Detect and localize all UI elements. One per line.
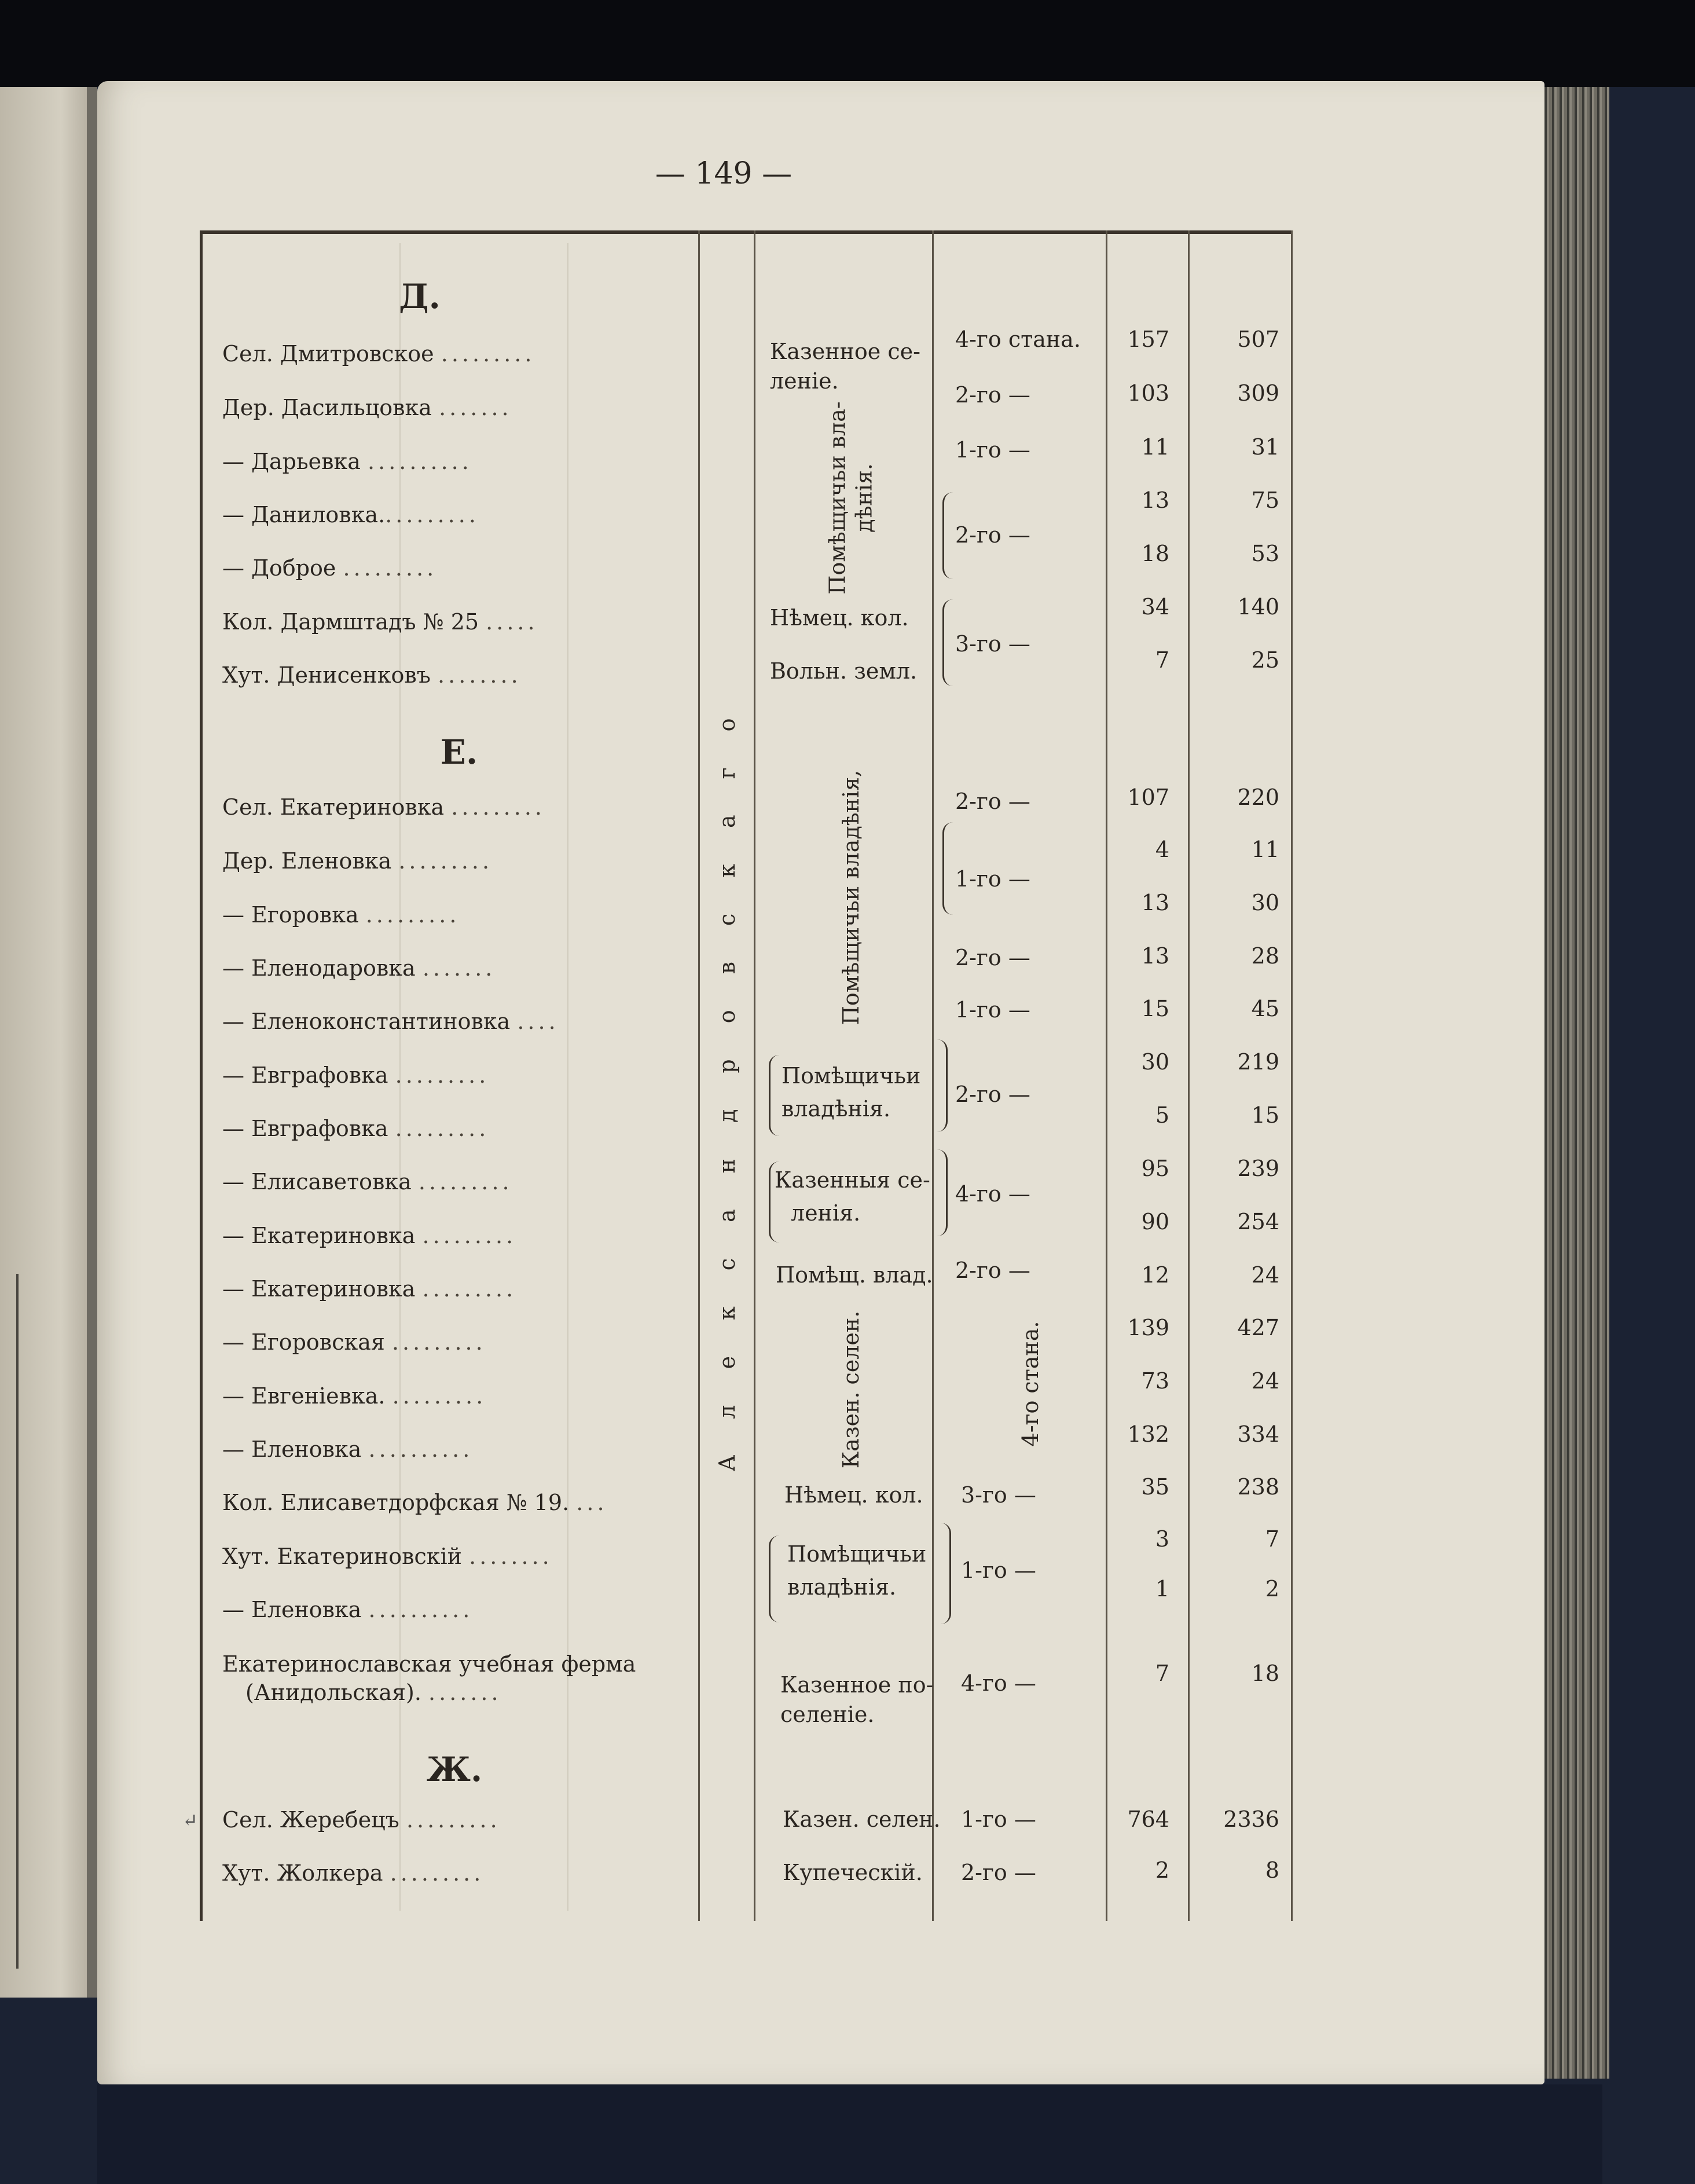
list-item: Кол. Елисаветдорфская № 19. ... (222, 1490, 608, 1515)
count-houses: 30 (1141, 1049, 1169, 1075)
count-houses: 1 (1155, 1576, 1169, 1602)
list-item: — Еленоконстантиновка .... (222, 1009, 559, 1034)
count-houses: 103 (1127, 380, 1169, 406)
stan-cell: 2-го — (955, 1082, 1030, 1107)
stan-cell-vertical: 4-го стана. (1018, 1321, 1043, 1447)
stan-cell: 4-го стана. (955, 327, 1081, 352)
type-cell-vertical: Казен. селен. (838, 1310, 864, 1469)
list-item: — Еленовка .......... (222, 1437, 474, 1462)
count-inhabitants: 45 (1251, 996, 1279, 1021)
type-cell: Казен. селен. (783, 1806, 941, 1832)
count-inhabitants: 140 (1237, 594, 1279, 620)
count-houses: 11 (1141, 434, 1169, 460)
type-cell: Нѣмец. кол. (784, 1482, 923, 1508)
brace (937, 1039, 948, 1132)
count-houses: 13 (1141, 890, 1169, 915)
stan-cell: 1-го — (961, 1558, 1036, 1583)
list-item: — Евграфовка ......... (222, 1116, 490, 1141)
district-label: Александровскаго (714, 682, 740, 1472)
count-houses: 18 (1141, 541, 1169, 566)
count-houses: 5 (1155, 1102, 1169, 1128)
stan-cell: 2-го — (955, 522, 1030, 548)
table-top-rule (200, 230, 1293, 234)
list-item: Хут. Жолкера ......... (222, 1860, 485, 1886)
list-item: Кол. Дармштадъ № 25 ..... (222, 609, 538, 635)
count-houses: 3 (1155, 1526, 1169, 1552)
stan-cell: 2-го — (955, 382, 1030, 408)
list-item: — Еленодаровка ....... (222, 955, 496, 981)
list-item: — Екатериновка ......... (222, 1223, 517, 1248)
brace (769, 1055, 780, 1136)
count-inhabitants: 25 (1251, 647, 1279, 673)
stan-cell: 1-го — (955, 437, 1030, 463)
count-houses: 2 (1155, 1857, 1169, 1883)
type-cell-vertical: Помѣщичьи вла- дѣнія. (824, 401, 876, 595)
type-cell: Казенныя се- ленія. (775, 1167, 930, 1226)
count-inhabitants: 2336 (1223, 1806, 1279, 1832)
count-inhabitants: 18 (1251, 1661, 1279, 1686)
type-cell: Казенное се- леніе. (770, 339, 920, 394)
count-inhabitants: 239 (1237, 1156, 1279, 1181)
count-houses: 764 (1127, 1806, 1169, 1832)
stan-cell: 3-го — (955, 631, 1030, 657)
type-cell: Помѣщ. влад. (776, 1262, 933, 1288)
count-inhabitants: 238 (1237, 1474, 1279, 1500)
count-inhabitants: 53 (1251, 541, 1279, 566)
count-inhabitants: 11 (1251, 837, 1279, 862)
count-inhabitants: 334 (1237, 1421, 1279, 1447)
stan-cell: 1-го — (955, 997, 1030, 1023)
count-inhabitants: 507 (1237, 327, 1279, 352)
list-item: Дер. Еленовка ......... (222, 848, 493, 874)
list-item: — Евгеніевка. ......... (222, 1383, 487, 1409)
page-edges (1534, 87, 1609, 2079)
list-item: — Дарьевка .......... (222, 449, 472, 474)
brace (937, 1149, 948, 1236)
list-item: — Еленовка .......... (222, 1597, 474, 1622)
brace (942, 492, 953, 579)
stan-cell: 2-го — (955, 789, 1030, 814)
count-inhabitants: 2 (1265, 1576, 1279, 1602)
list-item: Дер. Дасильцовка ....... (222, 395, 512, 420)
type-cell: Помѣщичьи владѣнія. (787, 1541, 927, 1600)
count-inhabitants: 30 (1251, 890, 1279, 915)
list-item: — Егоровка ......... (222, 902, 460, 928)
stan-cell: 1-го — (955, 866, 1030, 892)
count-inhabitants: 8 (1265, 1857, 1279, 1883)
left-page (0, 87, 87, 1998)
count-houses: 12 (1141, 1262, 1169, 1288)
count-houses: 13 (1141, 488, 1169, 513)
list-item: Хут. Денисенковъ ........ (222, 662, 522, 688)
count-inhabitants: 7 (1265, 1526, 1279, 1552)
count-houses: 157 (1127, 327, 1169, 352)
type-cell: Помѣщичьи владѣнія. (782, 1063, 921, 1122)
background-bottom (97, 2084, 1602, 2184)
list-item: — Егоровская ......... (222, 1329, 486, 1355)
count-houses: 34 (1141, 594, 1169, 620)
stan-cell: 2-го — (961, 1860, 1036, 1885)
margin-mark: ↵ (182, 1809, 198, 1831)
background-top (0, 0, 1695, 87)
stan-cell: 4-го — (961, 1670, 1036, 1696)
count-inhabitants: 15 (1251, 1102, 1279, 1128)
column-divider-names (698, 230, 700, 1921)
list-item: — Елисаветовка ......... (222, 1169, 513, 1194)
count-inhabitants: 254 (1237, 1209, 1279, 1234)
column-divider-houses (1188, 230, 1190, 1921)
type-cell: Нѣмец. кол. (770, 605, 909, 631)
count-inhabitants: 31 (1251, 434, 1279, 460)
list-item: — Даниловка.......... (222, 502, 479, 527)
list-item: — Евграфовка ......... (222, 1062, 490, 1088)
column-divider-district (754, 230, 755, 1921)
count-houses: 7 (1155, 1661, 1169, 1686)
stan-cell: 1-го — (961, 1806, 1036, 1832)
type-cell: Купеческій. (783, 1860, 923, 1885)
count-houses: 90 (1141, 1209, 1169, 1234)
count-houses: 13 (1141, 943, 1169, 969)
type-cell: Казенное по- селеніе. (780, 1672, 934, 1728)
count-houses: 139 (1127, 1315, 1169, 1340)
count-inhabitants: 75 (1251, 488, 1279, 513)
list-item: Хут. Екатериновскій ........ (222, 1544, 553, 1569)
count-houses: 7 (1155, 647, 1169, 673)
count-inhabitants: 24 (1251, 1262, 1279, 1288)
count-inhabitants: 219 (1237, 1049, 1279, 1075)
count-houses: 15 (1141, 996, 1169, 1021)
count-inhabitants: 24 (1251, 1368, 1279, 1394)
list-item: — Екатериновка ......... (222, 1276, 517, 1302)
count-houses: 95 (1141, 1156, 1169, 1181)
column-divider-right (1291, 230, 1293, 1921)
stan-cell: 4-го — (955, 1181, 1030, 1207)
count-inhabitants: 28 (1251, 943, 1279, 969)
count-inhabitants: 309 (1237, 380, 1279, 406)
stan-cell: 2-го — (955, 1258, 1030, 1283)
column-divider-type (932, 230, 934, 1921)
brace (940, 1523, 951, 1624)
table-left-border (200, 230, 203, 1921)
list-item: Сел. Жеребецъ ......... (222, 1807, 501, 1833)
count-inhabitants: 427 (1237, 1315, 1279, 1340)
brace (942, 599, 953, 686)
book-gutter (87, 87, 97, 1998)
stan-cell: 2-го — (955, 945, 1030, 970)
page-number: — 149 — (655, 156, 793, 191)
type-cell-vertical: Помѣщичьи владѣнія, (838, 769, 864, 1025)
list-item: Сел. Екатериновка ......... (222, 794, 545, 820)
stan-cell: 3-го — (961, 1482, 1036, 1508)
brace (769, 1536, 780, 1622)
type-cell: Вольн. земл. (770, 658, 918, 684)
section-heading-zh: Ж. (426, 1750, 483, 1789)
list-item: Сел. Дмитровское ......... (222, 341, 535, 367)
count-houses: 107 (1127, 785, 1169, 810)
count-houses: 73 (1141, 1368, 1169, 1394)
section-heading-e: Е. (440, 732, 478, 772)
brace (942, 822, 953, 915)
count-houses: 4 (1155, 837, 1169, 862)
count-inhabitants: 220 (1237, 785, 1279, 810)
left-page-rule (16, 1274, 19, 1969)
list-item: Екатеринославская учебная ферма (Анидольская). ....... (222, 1651, 636, 1706)
list-item: — Доброе ......... (222, 555, 438, 581)
count-houses: 132 (1127, 1421, 1169, 1447)
section-heading-d: Д. (399, 277, 441, 316)
count-houses: 35 (1141, 1474, 1169, 1500)
